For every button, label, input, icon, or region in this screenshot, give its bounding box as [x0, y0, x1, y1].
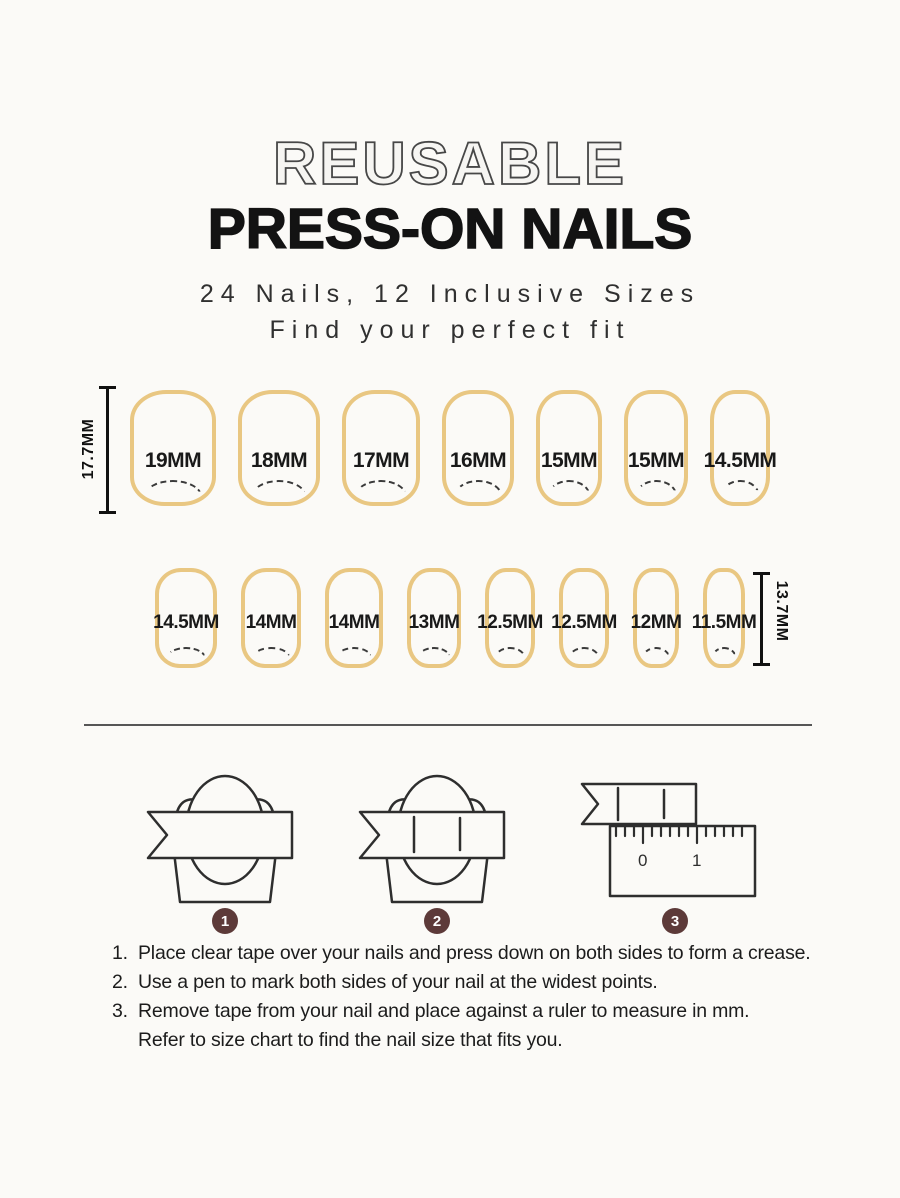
header: [0, 130, 900, 348]
subtitle-line-2: Find your perfect fit: [269, 316, 631, 344]
nail-smile-line: [417, 647, 452, 659]
nail-size-label: 18MM: [250, 448, 308, 472]
nail-size-label: 19MM: [144, 448, 202, 472]
finger-tape-icon: [140, 760, 310, 910]
instruction-text: Refer to size chart to find the nail size that fits you.: [138, 1029, 563, 1051]
nail-smile-line: [251, 647, 291, 659]
instruction-line: [112, 1029, 842, 1051]
nail-smile-line: [454, 480, 503, 497]
instructions-list: [112, 942, 842, 1058]
nail-size-row-small: [0, 568, 900, 668]
subtitle-line-1: 24 Nails, 12 Inclusive Sizes: [199, 280, 701, 308]
nail-smile-line: [568, 647, 600, 659]
measure-cap-top: [99, 386, 116, 389]
nail-size-row-large: [0, 390, 900, 506]
instruction-line: [112, 942, 842, 964]
nail-size-label: 14MM: [328, 611, 380, 633]
step-2-badge: 2: [424, 908, 450, 934]
tape-ruler-icon: [580, 768, 780, 908]
nail-size-label: 15MM: [627, 448, 685, 472]
instruction-text: Remove tape from your nail and place against a ruler to measure in mm.: [138, 1000, 750, 1022]
step-1-badge: 1: [212, 908, 238, 934]
instruction-line: [112, 971, 842, 993]
nail-shape: [703, 390, 777, 506]
nail-size-label: 13MM: [408, 611, 460, 633]
nail-shape: [325, 568, 383, 668]
nail-shape: [407, 568, 461, 668]
instruction-number: 2.: [112, 971, 128, 993]
nail-smile-line: [335, 647, 373, 659]
nail-smile-line: [165, 647, 206, 659]
nail-shape: [442, 390, 514, 506]
title-outline: REUSABLE: [272, 130, 628, 197]
nail-shape: [630, 568, 682, 668]
nail-shape: [691, 568, 757, 668]
nail-shape: [551, 568, 617, 668]
nail-size-label: 11.5MM: [691, 611, 757, 633]
nail-shape: [536, 390, 602, 506]
nail-smile-line: [143, 480, 202, 497]
instruction-text: Place clear tape over your nails and press down on both sides to form a crease.: [138, 942, 811, 964]
measure-label: 13.7MM: [773, 580, 790, 642]
nail-shape: [624, 390, 688, 506]
nail-smile-line: [494, 647, 526, 659]
nail-smile-line: [547, 480, 591, 497]
instruction-line: [112, 1000, 842, 1022]
measure-line: [106, 388, 109, 512]
measure-line: [760, 574, 763, 664]
nail-size-label: 14MM: [245, 611, 297, 633]
nail-size-label: 16MM: [449, 448, 507, 472]
measure-cap-bottom: [753, 663, 770, 666]
nail-shape: [477, 568, 543, 668]
nail-smile-line: [635, 480, 678, 497]
nail-size-label: 12.5MM: [551, 611, 617, 633]
nail-size-label: 15MM: [540, 448, 598, 472]
measure-cap-bottom: [99, 511, 116, 514]
nail-size-label: 14.5MM: [153, 611, 219, 633]
nail-smile-line: [720, 480, 760, 497]
section-divider: [84, 724, 812, 726]
nail-smile-line: [354, 480, 407, 497]
nail-smile-line: [251, 480, 307, 497]
measure-label: 17.7MM: [80, 418, 97, 480]
finger-tape-marks-icon: [352, 760, 522, 910]
nail-size-label: 12MM: [630, 611, 682, 633]
instruction-number: 3.: [112, 1000, 128, 1022]
nail-size-label: 14.5MM: [703, 448, 777, 472]
instruction-number: 1.: [112, 942, 128, 964]
page-title: PRESS-ON NAILS: [207, 197, 693, 261]
measure-cap-top: [753, 572, 770, 575]
nail-shape: [241, 568, 301, 668]
ruler-number-0: 0: [638, 851, 648, 870]
nail-shape: [238, 390, 320, 506]
instruction-text: Use a pen to mark both sides of your nail at the widest points.: [138, 971, 658, 993]
nail-shape: [342, 390, 420, 506]
nail-size-label: 17MM: [352, 448, 410, 472]
instruction-number: [112, 1029, 138, 1051]
ruler-number-1: 1: [692, 851, 702, 870]
step-3-badge: 3: [662, 908, 688, 934]
nail-size-label: 12.5MM: [477, 611, 543, 633]
nail-shape: [155, 568, 217, 668]
nail-smile-line: [642, 647, 671, 659]
nail-smile-line: [711, 647, 737, 659]
nail-shape: [130, 390, 216, 506]
